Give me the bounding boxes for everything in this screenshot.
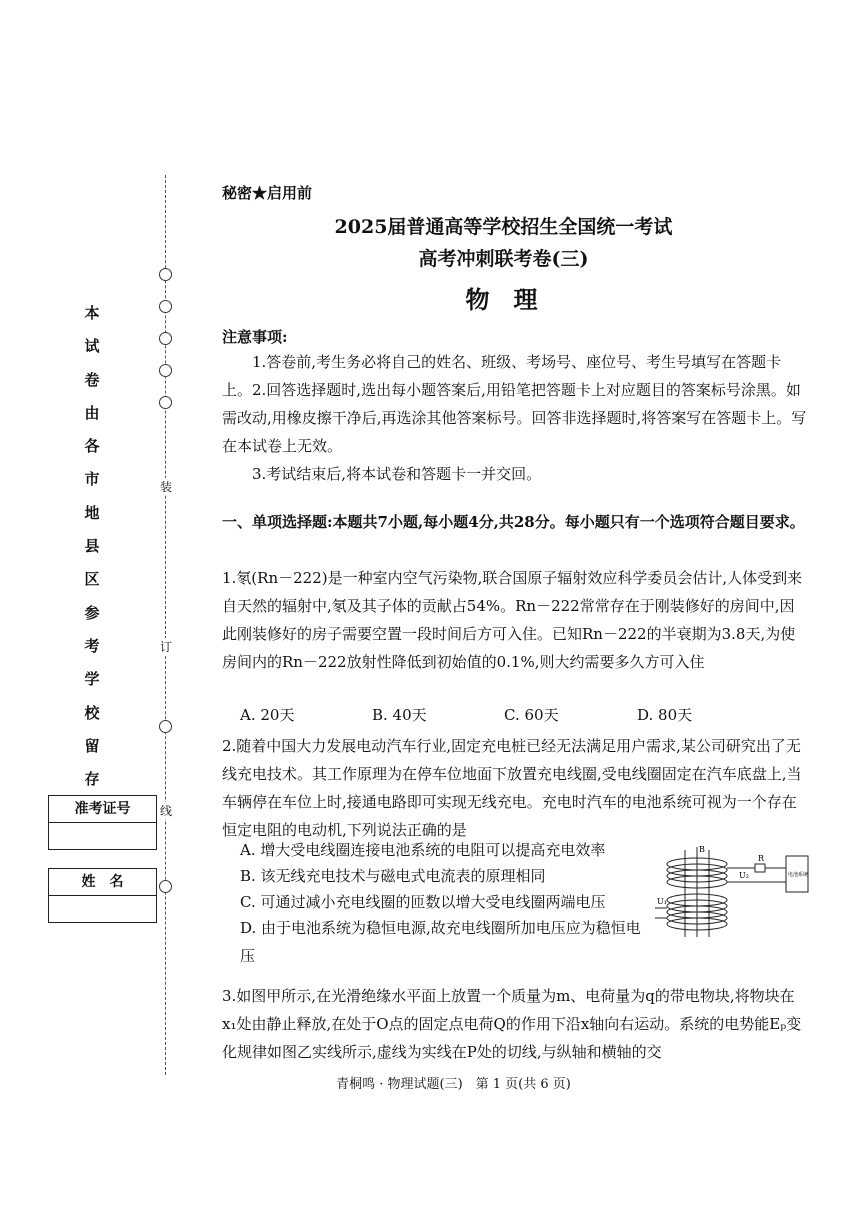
subject-title: 物理: [465, 285, 562, 314]
exam-number-label: 准考证号: [49, 796, 156, 823]
secret-label: 秘密★启用前: [222, 184, 313, 202]
q2-option-b: B. 该无线充电技术与磁电式电流表的原理相同: [240, 867, 546, 885]
exam-title: 2025届普通高等学校招生全国统一考试: [334, 216, 673, 238]
exam-number-field[interactable]: [49, 823, 156, 849]
q2-option-c: C. 可通过减小充电线圈的匝数以增大受电线圈两端电压: [240, 893, 606, 911]
question-2-stem: 2.随着中国大力发展电动汽车行业,固定充电桩已经无法满足用户需求,某公司研究出了无线充电技术。其工作原理为在停车位地面下放置充电线圈,受电线圈固定在汽车底盘上,当车辆停在车位上时,接通电路即可实现无线充电。充电时汽车的电池系统可视为一个存在恒定电阻的电动机,下列说法正确的是: [222, 737, 802, 839]
binding-hole: [159, 332, 172, 345]
binding-hole: [159, 880, 172, 893]
question-1-stem: 1.氡(Rn－222)是一种室内空气污染物,联合国原子辐射效应科学委员会估计,人体受到来自天然的辐射中,氡及其子体的贡献占54%。Rn－222常常存在于刚装修好的房间中,因此刚装修好的房子需要空置一段时间后方可入住。已知Rn－222的半衰期为3.8天,为使房间内的Rn－222放射性降低到初始值的0.1%,则大约需要多久方可入住: [222, 569, 803, 671]
exam-number-box: [48, 795, 157, 850]
note-item-2: 2.回答选择题时,选出每小题答案后,用铅笔把答题卡上对应题目的答案标号涂黑。如需改动,用橡皮擦干净后,再选涂其他答案标号。回答非选择题时,将答案写在答题卡上。写在本试卷上无效。: [222, 381, 807, 455]
note-item-3: 3.考试结束后,将本试卷和答题卡一并交回。: [252, 465, 542, 483]
q1-option-a: A. 20天: [240, 706, 295, 724]
q1-option-c: C. 60天: [504, 706, 559, 724]
binding-hole: [159, 364, 172, 377]
u2-label: U₂: [739, 871, 749, 880]
battery-label: 电池系统: [788, 872, 809, 878]
name-label: 姓 名: [49, 869, 156, 896]
side-vertical-text: 本 试 卷 由 各 市 地 县 区 参 考 学 校 留 存: [84, 304, 100, 789]
notes-heading: 注意事项:: [222, 328, 288, 346]
q1-option-b: B. 40天: [372, 706, 427, 724]
b-label: B: [699, 845, 705, 854]
u1-label: U₁: [657, 897, 667, 906]
section-heading: 一、单项选择题:本题共7小题,每小题4分,共28分。每小题只有一个选项符合题目要求。: [222, 513, 805, 531]
bind-label-zhuang: 装: [160, 480, 173, 494]
q2-option-d: D. 由于电池系统为稳恒电源,故充电线圈所加电压应为稳恒电压: [240, 919, 641, 965]
q2-option-a: A. 增大受电线圈连接电池系统的电阻可以提高充电效率: [240, 841, 606, 859]
binding-hole: [159, 720, 172, 733]
wireless-charging-figure: [655, 842, 810, 942]
bind-label-ding: 订: [160, 640, 173, 654]
question-3-stem: 3.如图甲所示,在光滑绝缘水平面上放置一个质量为m、电荷量为q的带电物块,将物块在x₁处由静止释放,在处于O点的固定点电荷Q的作用下沿x轴向右运动。系统的电势能Eₚ变化规律如图乙实线所示,虚线为实线在P处的切线,与纵轴和横轴的交: [222, 987, 802, 1061]
r-label: R: [758, 854, 765, 863]
q1-option-d: D. 80天: [637, 706, 693, 724]
exam-subtitle: 高考冲刺联考卷(三): [418, 248, 589, 270]
name-box: [48, 868, 157, 923]
page-footer: 青桐鸣 · 物理试题(三) 第 1 页(共 6 页): [336, 1077, 571, 1092]
binding-hole: [159, 396, 172, 409]
bind-label-xian: 线: [160, 804, 173, 818]
note-item-1: 1.答卷前,考生务必将自己的姓名、班级、考场号、座位号、考生号填写在答题卡上。: [222, 353, 782, 399]
name-field[interactable]: [49, 896, 156, 922]
